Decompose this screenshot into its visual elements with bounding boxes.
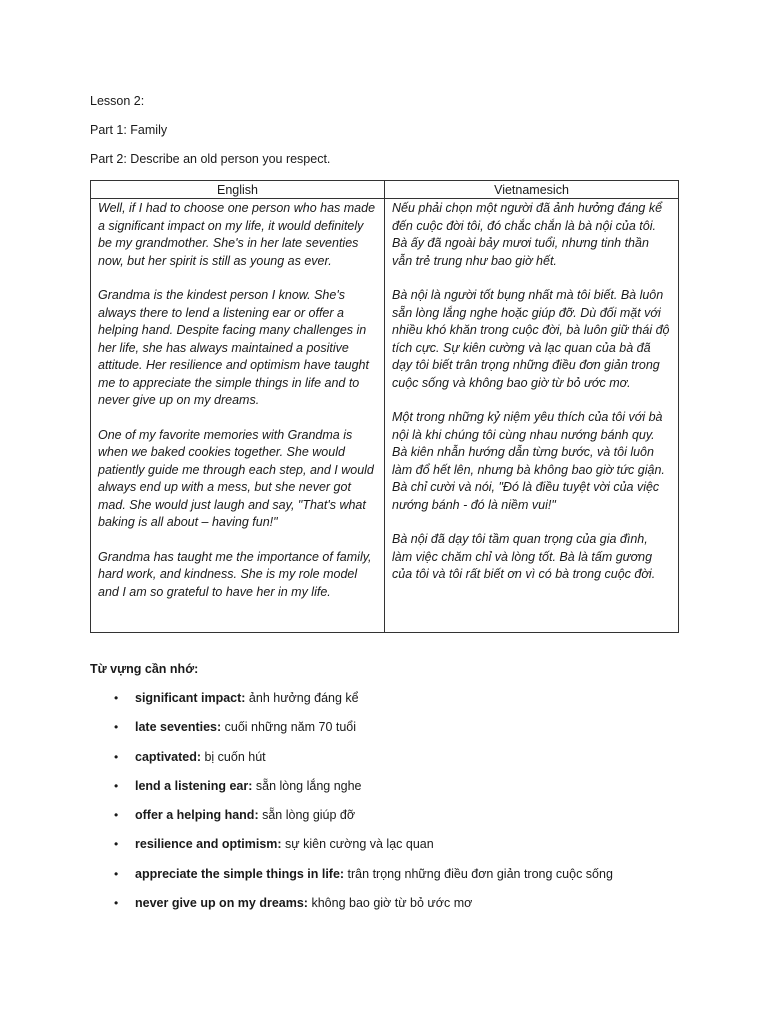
vietnamese-paragraph: Bà nội là người tốt bụng nhất mà tôi biết. Bà luôn sẵn lòng lắng nghe hoặc giúp đỡ. Dù đối mặt với nhiều khó khăn trong cuộc đời, bà luôn giữ thái độ tích cực. Sự kiên cường và lạc quan của bà đã dạy tôi biết trân trọng những điều đơn giản trong cuộc sống và không bao giờ từ bỏ ước mơ. <box>392 288 670 390</box>
column-header-english: English <box>91 181 385 199</box>
bullet-icon: • <box>114 896 119 911</box>
bullet-icon: • <box>114 720 119 735</box>
bullet-icon: • <box>114 778 119 793</box>
column-header-vietnamese: Vietnamesich <box>385 181 679 199</box>
vietnamese-paragraph: Nếu phải chọn một người đã ảnh hưởng đáng kể đến cuộc đời tôi, đó chắc chắn là bà nội của tôi. Bà ấy đã ngoài bảy mươi tuổi, nhưng tinh thần vẫn trẻ trung như bao giờ hết. <box>392 201 663 268</box>
list-item <box>90 896 710 925</box>
vocab-term: captivated: <box>135 749 201 764</box>
bullet-icon: • <box>114 808 119 823</box>
vocab-term: never give up on my dreams: <box>135 896 308 911</box>
bullet-icon: • <box>114 837 119 852</box>
table-header-row <box>91 181 679 199</box>
vocab-term: late seventies: <box>135 720 222 735</box>
vocabulary-list <box>90 691 710 925</box>
list-item <box>90 867 710 896</box>
vietnamese-cell <box>385 199 679 633</box>
part2-label: Part 2: Describe an old person you respect. <box>90 152 331 166</box>
vocab-term: resilience and optimism: <box>135 837 282 852</box>
list-item <box>90 720 710 749</box>
bullet-icon: • <box>114 691 119 705</box>
english-paragraph: Grandma has taught me the importance of family, hard work, and kindness. She is my role model and I am so grateful to have her in my life. <box>98 549 372 599</box>
bullet-icon: • <box>114 866 119 881</box>
bilingual-table <box>90 180 679 633</box>
table-row <box>91 199 679 633</box>
vocab-term: offer a helping hand: <box>135 808 259 823</box>
vocab-meaning: sẵn lòng giúp đỡ <box>258 808 356 823</box>
list-item <box>90 808 710 837</box>
vocab-meaning: trân trọng những điều đơn giản trong cuộc sống <box>344 866 613 881</box>
bullet-icon: • <box>114 749 119 764</box>
english-paragraph: Well, if I had to choose one person who has made a significant impact on my life, it would definitely be my grandmother. She's in her late seventies now, but her spirit is still as young as ever. <box>98 201 376 268</box>
part1-label: Part 1: Family <box>90 123 168 137</box>
english-paragraph: Grandma is the kindest person I know. She's always there to lend a listening ear or offer a helping hand. Despite facing many challenges in her life, she has always maintained a positive attitude. Her resilience and optimism have taught me to appreciate the simple things in life and to never give up on my dreams. <box>98 288 369 407</box>
vietnamese-paragraph: Một trong những kỷ niệm yêu thích của tôi với bà nội là khi chúng tôi cùng nhau nướng bánh quy. Bà kiên nhẫn hướng dẫn từng bước, và tôi luôn làm đổ hết lên, nhưng bà không bao giờ tức giận. Bà chỉ cười và nói, "Đó là điều tuyệt vời của việc nướng bánh - đó là niềm vui!" <box>392 410 665 512</box>
list-item <box>90 779 710 808</box>
english-paragraph: One of my favorite memories with Grandma is when we baked cookies together. She would patiently guide me through each step, and I would always end up with a mess, but she never got mad. She would just laugh and say, "That's what baking is all about – having fun!" <box>98 427 374 529</box>
vocab-term: appreciate the simple things in life: <box>135 866 345 881</box>
vocab-meaning: sự kiên cường và lạc quan <box>281 837 434 852</box>
vietnamese-paragraph: Bà nội đã dạy tôi tầm quan trọng của gia đình, làm việc chăm chỉ và lòng tốt. Bà là tấm gương của tôi và tôi rất biết ơn vì có bà trong cuộc đời. <box>392 532 656 581</box>
lesson-heading: Lesson 2: <box>90 94 145 108</box>
vocab-meaning: sẵn lòng lắng nghe <box>252 778 362 793</box>
vocab-meaning: không bao giờ từ bỏ ước mơ <box>307 896 473 911</box>
vocab-meaning: cuối những năm 70 tuổi <box>221 720 357 735</box>
english-cell <box>91 199 385 633</box>
list-item <box>90 750 710 779</box>
list-item <box>90 837 710 866</box>
vocabulary-title: Từ vựng cần nhớ: <box>90 662 199 676</box>
vocab-meaning: ảnh hưởng đáng kể <box>245 691 359 705</box>
vocab-term: significant impact: <box>135 691 246 705</box>
vocab-meaning: bị cuốn hút <box>201 749 266 764</box>
vocab-term: lend a listening ear: <box>135 778 253 793</box>
list-item <box>90 691 710 720</box>
